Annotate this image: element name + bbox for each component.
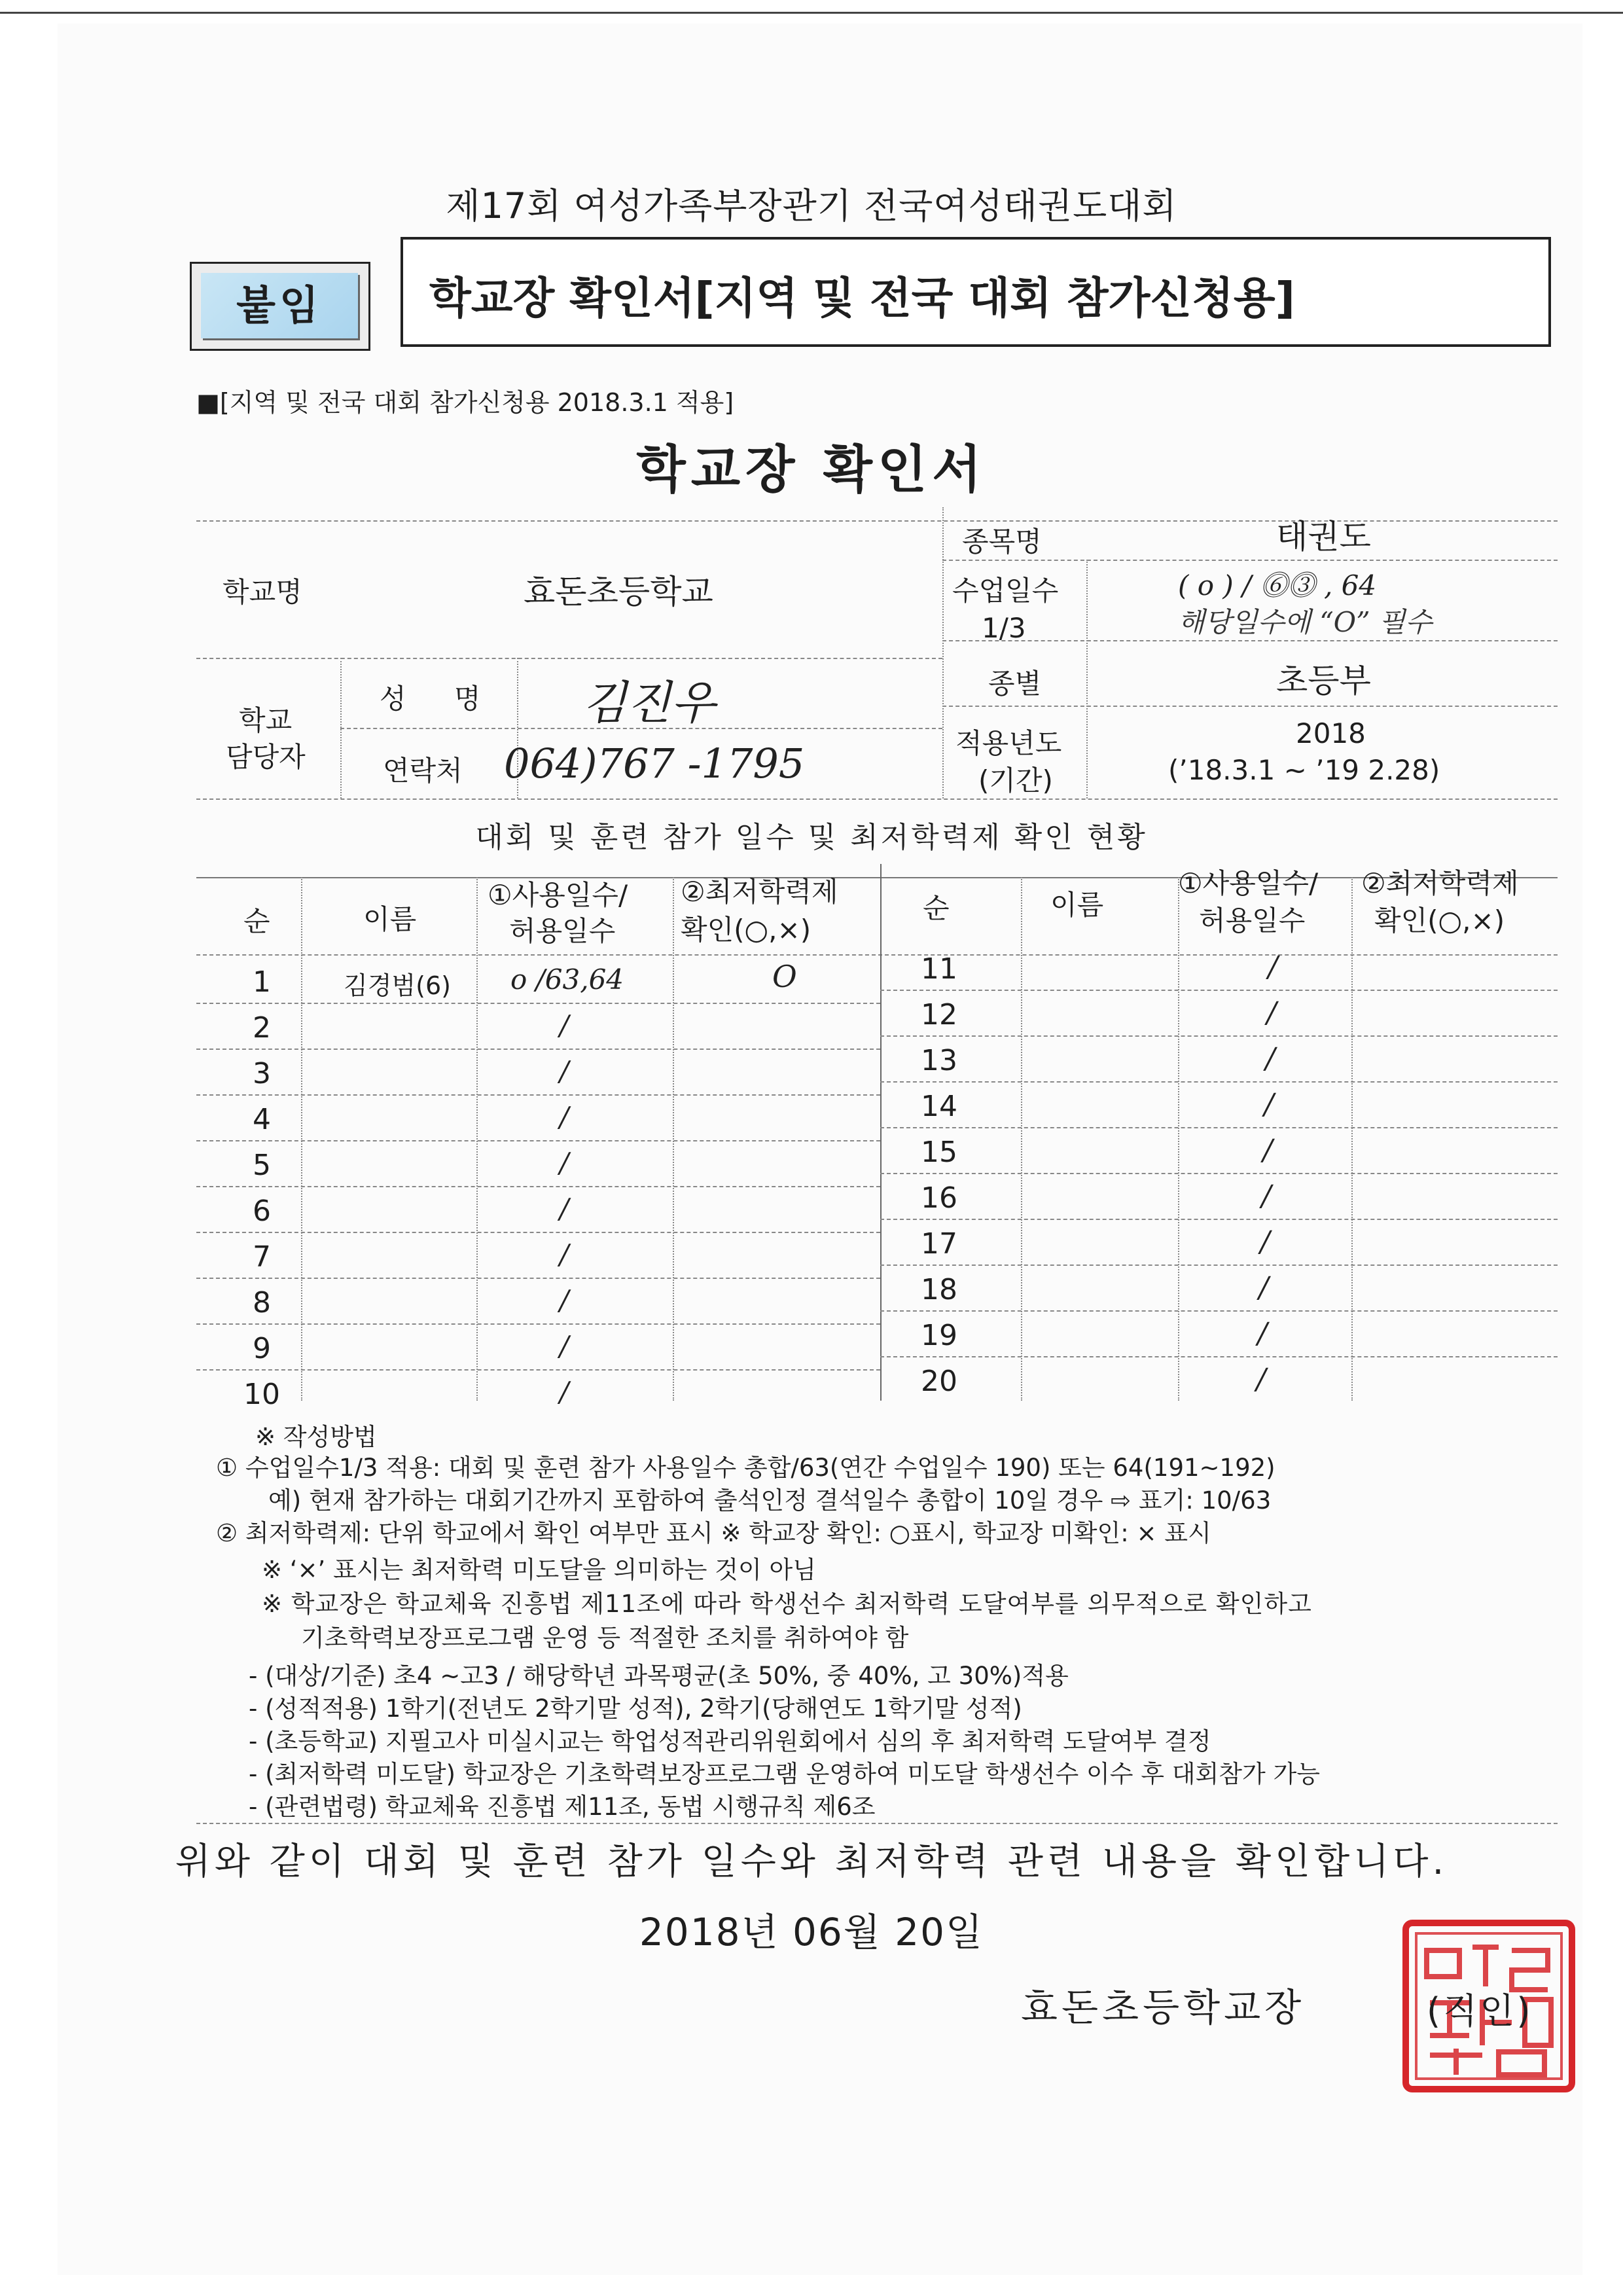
row-divider: [196, 1323, 880, 1325]
row-number: 18: [921, 1273, 957, 1306]
row-number: 8: [253, 1286, 271, 1319]
year-label-line1: 적용년도: [955, 727, 1062, 759]
staff-label-line2: 담당자: [226, 741, 306, 773]
header-min-right-line1: ②최저학력제: [1361, 867, 1519, 899]
row-divider: [196, 1049, 880, 1050]
year-value: 2018: [1296, 717, 1366, 749]
instruction-line: ※ 학교장은 학교체육 진흥법 제11조에 따라 학생선수 최저학력 도달여부를 의무적으로 확인하고: [262, 1590, 1312, 1618]
header-min-line2: 확인(○,×): [681, 914, 812, 946]
row-number: 6: [253, 1194, 271, 1228]
row-number: 3: [253, 1057, 271, 1090]
row-number: 16: [921, 1181, 957, 1215]
event-value: 태권도: [1276, 518, 1371, 556]
instruction-line: - (관련법령) 학교체육 진흥법 제11조, 동법 시행규칙 제6조: [249, 1793, 876, 1821]
instruction-line: - (최저학력 미도달) 학교장은 기초학력보장프로그램 운영하여 미도달 학생선수 이수 후 대회참가 가능: [249, 1760, 1321, 1788]
header-days-line2: 허용일수: [509, 915, 616, 947]
instruction-line: ① 수업일수1/3 적용: 대회 및 훈련 참가 사용일수 총합/63(연간 수업일수 190) 또는 64(191~192): [216, 1454, 1275, 1482]
row-divider: [196, 1094, 880, 1096]
event-title: 제17회 여성가족부장관기 전국여성태권도대회: [446, 185, 1177, 226]
row-days: /: [560, 1055, 569, 1087]
staff-name-value: 김진우: [582, 676, 715, 730]
section-title: 대회 및 훈련 참가 일수 및 최저학력제 확인 현황: [475, 821, 1148, 854]
main-title: 학교장 확인서: [636, 440, 987, 499]
header-name-right: 이름: [1050, 889, 1104, 921]
row-divider: [880, 1219, 1558, 1220]
row-number: 13: [921, 1044, 957, 1077]
row-divider: [196, 1186, 880, 1187]
row-number: 15: [921, 1136, 957, 1169]
row-days: /: [1265, 1042, 1275, 1075]
row-divider: [196, 1140, 880, 1141]
row-days: o /63,64: [510, 963, 624, 996]
row-divider: [880, 990, 1558, 991]
row-divider: [880, 1173, 1558, 1174]
row-days: /: [560, 1284, 569, 1316]
row-days: /: [560, 1376, 569, 1408]
instruction-line: ※ ‘×’ 표시는 최저학력 미도달을 의미하는 것이 아님: [262, 1556, 816, 1584]
row-number: 20: [921, 1365, 957, 1398]
row-number: 10: [243, 1378, 280, 1411]
contact-value: 064)767 -1795: [504, 740, 805, 787]
row-number: 9: [253, 1332, 271, 1365]
row-number: 12: [921, 998, 957, 1031]
attachment-tag: [190, 262, 370, 351]
row-days: /: [560, 1009, 569, 1041]
instruction-line: ② 최저학력제: 단위 학교에서 확인 여부만 표시 ※ 학교장 확인: ○표시, 학교장 미확인: × 표시: [216, 1519, 1211, 1547]
row-days: /: [1268, 950, 1278, 984]
class-days-ratio-label: 1/3: [982, 612, 1026, 644]
row-divider: [880, 1081, 1558, 1083]
contact-label: 연락처: [383, 755, 463, 787]
header-days-right-line2: 허용일수: [1199, 905, 1306, 937]
header-min-right-line2: 확인(○,×): [1374, 905, 1505, 937]
declaration: 위와 같이 대회 및 훈련 참가 일수와 최저학력 관련 내용을 확인합니다.: [175, 1840, 1448, 1883]
document-title-box: [401, 237, 1551, 347]
division-value: 초등부: [1276, 662, 1371, 700]
row-days: /: [560, 1193, 569, 1225]
scan-top-edge: [0, 12, 1623, 14]
row-number: 5: [253, 1149, 271, 1182]
attachment-tag-label: 붙임: [201, 273, 358, 338]
class-days-value: ( o ) / ⓺⓷ , 64: [1178, 569, 1377, 601]
header-no-right: 순: [923, 892, 950, 924]
row-number: 17: [921, 1227, 957, 1261]
principal-name: 효돈초등학교장: [1021, 1985, 1306, 2030]
event-label: 종목명: [962, 526, 1042, 558]
row-divider: [880, 1310, 1558, 1312]
row-divider: [880, 1265, 1558, 1266]
row-days: /: [560, 1330, 569, 1362]
row-check: O: [772, 959, 797, 994]
school-name-label: 학교명: [223, 576, 302, 608]
row-divider: [880, 1356, 1558, 1357]
header-name: 이름: [363, 903, 417, 935]
signing-date: 2018년 06월 20일: [639, 1910, 984, 1954]
staff-name-label: 성 명: [380, 683, 501, 715]
row-number: 1: [253, 965, 271, 999]
row-days: /: [1258, 1271, 1269, 1304]
row-days: /: [1256, 1363, 1266, 1396]
row-divider: [196, 1278, 880, 1279]
staff-label-line1: 학교: [239, 704, 293, 736]
class-days-label: 수업일수: [952, 575, 1059, 607]
school-name-value: 효돈초등학교: [524, 573, 713, 611]
row-number: 14: [921, 1090, 957, 1123]
period-value: (’18.3.1 ~ ’19 2.28): [1168, 754, 1440, 786]
row-number: 19: [921, 1319, 957, 1352]
row-days: /: [560, 1238, 569, 1270]
row-divider: [880, 1035, 1558, 1037]
header-days-right-line1: ①사용일수/: [1178, 867, 1319, 899]
row-days: /: [1264, 1088, 1274, 1121]
row-number: 4: [253, 1103, 271, 1136]
division-label: 종별: [988, 668, 1042, 700]
header-days-line1: ①사용일수/: [488, 879, 628, 911]
instruction-line: - (초등학교) 지필고사 미실시교는 학업성적관리위원회에서 심의 후 최저학력 도달여부 결정: [249, 1727, 1211, 1755]
header-no: 순: [243, 905, 270, 937]
row-days: /: [560, 1147, 569, 1179]
row-days: /: [560, 1101, 569, 1133]
instruction-line: - (대상/기준) 초4 ~고3 / 해당학년 과목평균(초 50%, 중 40%, 고 30%)적용: [249, 1662, 1069, 1690]
application-note: ■[지역 및 전국 대회 참가신청용 2018.3.1 적용]: [196, 388, 734, 417]
document-title: 학교장 확인서[지역 및 전국 대회 참가신청용]: [429, 273, 1295, 323]
row-divider: [196, 1369, 880, 1371]
row-divider: [880, 1127, 1558, 1128]
row-number: 2: [253, 1011, 271, 1045]
header-min-line1: ②최저학력제: [681, 876, 838, 908]
row-days: /: [1262, 1134, 1273, 1167]
row-days: /: [1260, 1225, 1270, 1259]
row-days: /: [1257, 1317, 1268, 1350]
row-number: 11: [921, 952, 957, 986]
instruction-line: 기초학력보장프로그램 운영 등 적절한 조치를 취하여야 함: [301, 1624, 909, 1652]
row-name: 김경범(6): [344, 971, 451, 1000]
row-days: /: [1261, 1179, 1272, 1213]
instruction-line: 예) 현재 참가하는 대회기간까지 포함하여 출석인정 결석일수 총합이 10일 경우 ⇨ 표기: 10/63: [268, 1486, 1272, 1515]
year-label-line2: (기간): [978, 764, 1053, 797]
row-days: /: [1266, 996, 1277, 1030]
class-days-note: 해당일수에 “O” 필수: [1178, 606, 1433, 638]
instruction-line: - (성적적용) 1학기(전년도 2학기말 성적), 2학기(당해연도 1학기말 성적): [249, 1695, 1022, 1723]
row-divider: [196, 1232, 880, 1233]
instruction-line: ※ 작성방법: [255, 1423, 377, 1451]
row-number: 7: [253, 1240, 271, 1274]
seal-label: (직인): [1427, 1990, 1533, 2032]
row-divider: [196, 1003, 880, 1004]
